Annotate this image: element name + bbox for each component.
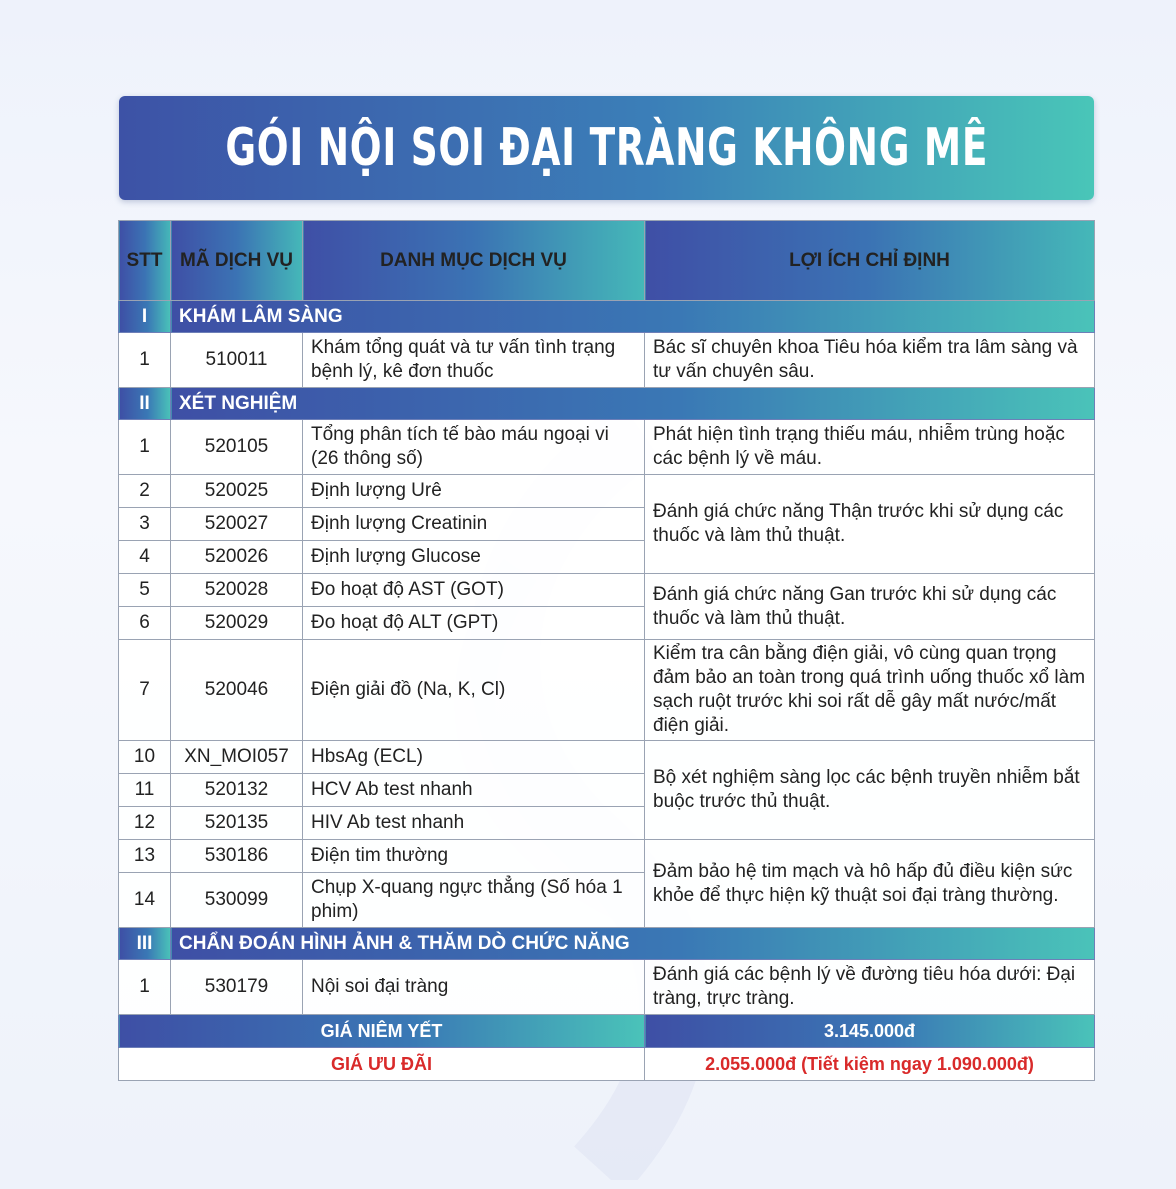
header-service: DANH MỤC DỊCH VỤ <box>303 221 645 301</box>
row-stt: 2 <box>119 475 171 508</box>
row-service: Định lượng Urê <box>303 475 645 508</box>
promo-price-value: 2.055.000đ (Tiết kiệm ngay 1.090.000đ) <box>645 1048 1095 1081</box>
row-service: HCV Ab test nhanh <box>303 774 645 807</box>
row-code: 520135 <box>171 807 303 840</box>
row-code: 530179 <box>171 960 303 1015</box>
header-stt: STT <box>119 221 171 301</box>
row-stt: 6 <box>119 607 171 640</box>
section-title: XÉT NGHIỆM <box>171 388 1095 420</box>
row-code: 520025 <box>171 475 303 508</box>
row-service: Điện giải đồ (Na, K, Cl) <box>303 640 645 741</box>
listed-price-value: 3.145.000đ <box>645 1015 1095 1048</box>
table-header-row <box>119 221 1095 301</box>
row-code: 530186 <box>171 840 303 873</box>
table-row <box>119 333 1095 388</box>
row-service: Chụp X-quang ngực thẳng (Số hóa 1 phim) <box>303 873 645 928</box>
row-benefit: Bác sĩ chuyên khoa Tiêu hóa kiểm tra lâm sàng và tư vấn chuyên sâu. <box>645 333 1095 388</box>
header-code: MÃ DỊCH VỤ <box>171 221 303 301</box>
promo-price-label: GIÁ ƯU ĐÃI <box>119 1048 645 1081</box>
row-service: Tổng phân tích tế bào máu ngoại vi (26 thông số) <box>303 420 645 475</box>
listed-price-label: GIÁ NIÊM YẾT <box>119 1015 645 1048</box>
row-benefit: Đánh giá chức năng Gan trước khi sử dụng các thuốc và làm thủ thuật. <box>645 574 1095 640</box>
row-stt: 1 <box>119 420 171 475</box>
title-banner <box>119 96 1094 200</box>
row-service: HIV Ab test nhanh <box>303 807 645 840</box>
header-benefit: LỢI ÍCH CHỈ ĐỊNH <box>645 221 1095 301</box>
row-stt: 1 <box>119 960 171 1015</box>
row-code: XN_MOI057 <box>171 741 303 774</box>
row-service: Định lượng Creatinin <box>303 508 645 541</box>
row-code: 520105 <box>171 420 303 475</box>
table-row <box>119 574 1095 607</box>
row-benefit: Đánh giá các bệnh lý về đường tiêu hóa dưới: Đại tràng, trực tràng. <box>645 960 1095 1015</box>
row-benefit: Đảm bảo hệ tim mạch và hô hấp đủ điều kiện sức khỏe để thực hiện kỹ thuật soi đại tràng thường. <box>645 840 1095 928</box>
section-title: KHÁM LÂM SÀNG <box>171 301 1095 333</box>
row-stt: 5 <box>119 574 171 607</box>
section-number: I <box>119 301 171 333</box>
row-stt: 10 <box>119 741 171 774</box>
section-title: CHẨN ĐOÁN HÌNH ẢNH & THĂM DÒ CHỨC NĂNG <box>171 928 1095 960</box>
row-service: Điện tim thường <box>303 840 645 873</box>
section-row <box>119 928 1095 960</box>
row-code: 520026 <box>171 541 303 574</box>
row-code: 520046 <box>171 640 303 741</box>
row-code: 510011 <box>171 333 303 388</box>
listed-price-row <box>119 1015 1095 1048</box>
table-row <box>119 960 1095 1015</box>
promo-price-row <box>119 1048 1095 1081</box>
row-stt: 3 <box>119 508 171 541</box>
row-service: Nội soi đại tràng <box>303 960 645 1015</box>
row-benefit: Phát hiện tình trạng thiếu máu, nhiễm trùng hoặc các bệnh lý về máu. <box>645 420 1095 475</box>
row-stt: 14 <box>119 873 171 928</box>
section-number: III <box>119 928 171 960</box>
page-title: GÓI NỘI SOI ĐẠI TRÀNG KHÔNG MÊ <box>225 118 988 178</box>
row-code: 520028 <box>171 574 303 607</box>
table-row <box>119 420 1095 475</box>
row-stt: 13 <box>119 840 171 873</box>
row-code: 520027 <box>171 508 303 541</box>
row-benefit: Kiểm tra cân bằng điện giải, vô cùng quan trọng đảm bảo an toàn trong quá trình uống thuốc xổ làm sạch ruột trước khi soi rất dễ gây mất nước/mất điện giải. <box>645 640 1095 741</box>
row-code: 530099 <box>171 873 303 928</box>
service-table <box>118 220 1095 1081</box>
row-benefit: Bộ xét nghiệm sàng lọc các bệnh truyền nhiễm bắt buộc trước thủ thuật. <box>645 741 1095 840</box>
row-stt: 7 <box>119 640 171 741</box>
row-service: Định lượng Glucose <box>303 541 645 574</box>
table-row <box>119 840 1095 873</box>
row-stt: 12 <box>119 807 171 840</box>
section-row <box>119 301 1095 333</box>
row-stt: 11 <box>119 774 171 807</box>
table-row <box>119 475 1095 508</box>
section-number: II <box>119 388 171 420</box>
row-service: Đo hoạt độ ALT (GPT) <box>303 607 645 640</box>
table-row <box>119 640 1095 741</box>
row-stt: 1 <box>119 333 171 388</box>
row-code: 520132 <box>171 774 303 807</box>
table-row <box>119 741 1095 774</box>
row-service: Khám tổng quát và tư vấn tình trạng bệnh lý, kê đơn thuốc <box>303 333 645 388</box>
section-row <box>119 388 1095 420</box>
row-stt: 4 <box>119 541 171 574</box>
row-benefit: Đánh giá chức năng Thận trước khi sử dụng các thuốc và làm thủ thuật. <box>645 475 1095 574</box>
row-code: 520029 <box>171 607 303 640</box>
row-service: Đo hoạt độ AST (GOT) <box>303 574 645 607</box>
row-service: HbsAg (ECL) <box>303 741 645 774</box>
